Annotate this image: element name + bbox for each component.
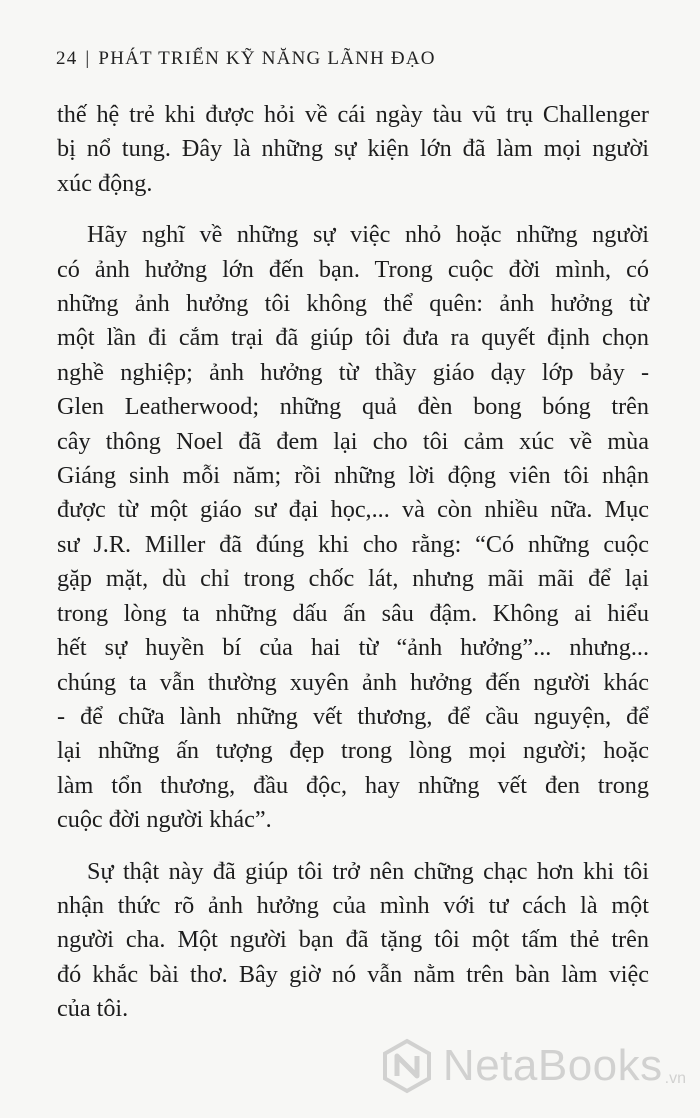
text-line: cây thông Noel đã đem lại cho tôi cảm xúc về mùa (57, 427, 649, 455)
text-line: Giáng sinh mỗi năm; rồi những lời động viên tôi nhận (57, 462, 649, 490)
text-line: cuộc đời người khác”. (57, 806, 272, 834)
text-line: một lần đi cắm trại đã giúp tôi đưa ra quyết định chọn (57, 324, 649, 352)
watermark (379, 1038, 686, 1094)
body-text (57, 98, 649, 1044)
watermark-suffix: .vn (664, 1070, 686, 1087)
running-head (56, 48, 436, 70)
text-line: người cha. Một người bạn đã tặng tôi một tấm thẻ trên (57, 926, 649, 954)
text-line: của tôi. (57, 995, 129, 1023)
netabooks-logo-icon (379, 1038, 435, 1094)
text-line: Sự thật này đã giúp tôi trở nên chững chạc hơn khi tôi (87, 857, 649, 885)
text-line: trong lòng ta những dấu ấn sâu đậm. Không ai hiểu (57, 599, 649, 627)
paragraph (57, 218, 649, 837)
page-number: 24 (56, 48, 78, 69)
text-line: có ảnh hưởng lớn đến bạn. Trong cuộc đời mình, có (57, 255, 649, 283)
text-line: được từ một giáo sư đại học,... và còn nhiều nữa. Mục (57, 496, 649, 524)
text-line: sư J.R. Miller đã đúng khi cho rằng: “Có những cuộc (57, 530, 649, 558)
text-line: Hãy nghĩ về những sự việc nhỏ hoặc những người (87, 221, 649, 249)
paragraph (57, 98, 649, 201)
text-line: lại những ấn tượng đẹp trong lòng mọi người; hoặc (57, 737, 649, 765)
text-line: nghề nghiệp; ảnh hưởng từ thầy giáo dạy lớp bảy - (57, 358, 649, 386)
text-line: bị nổ tung. Đây là những sự kiện lớn đã làm mọi người (57, 135, 649, 163)
text-line: nhận thức rõ ảnh hưởng của mình với tư cách là một (57, 891, 649, 919)
text-line: xúc động. (57, 169, 153, 197)
text-line: chúng ta vẫn thường xuyên ảnh hưởng đến người khác (57, 668, 649, 696)
book-title: PHÁT TRIỂN KỸ NĂNG LÃNH ĐẠO (98, 48, 436, 69)
text-line: làm tổn thương, đầu độc, hay những vết đen trong (57, 771, 649, 799)
text-line: đó khắc bài thơ. Bây giờ nó vẫn nằm trên bàn làm việc (57, 960, 649, 988)
text-line: gặp mặt, dù chỉ trong chốc lát, nhưng mãi mãi để lại (57, 565, 649, 593)
text-line: những ảnh hưởng tôi không thể quên: ảnh hưởng từ (57, 290, 649, 318)
paragraph (57, 855, 649, 1027)
text-line: thế hệ trẻ khi được hỏi về cái ngày tàu vũ trụ Challenger (57, 101, 649, 128)
header-separator: | (85, 48, 91, 69)
text-line: - để chữa lành những vết thương, để cầu nguyện, để (57, 702, 649, 730)
watermark-brand: NetaBooks (442, 1041, 663, 1090)
text-line: hết sự huyền bí của hai từ “ảnh hưởng”... nhưng... (57, 634, 649, 662)
text-line: Glen Leatherwood; những quả đèn bong bóng trên (57, 393, 649, 421)
